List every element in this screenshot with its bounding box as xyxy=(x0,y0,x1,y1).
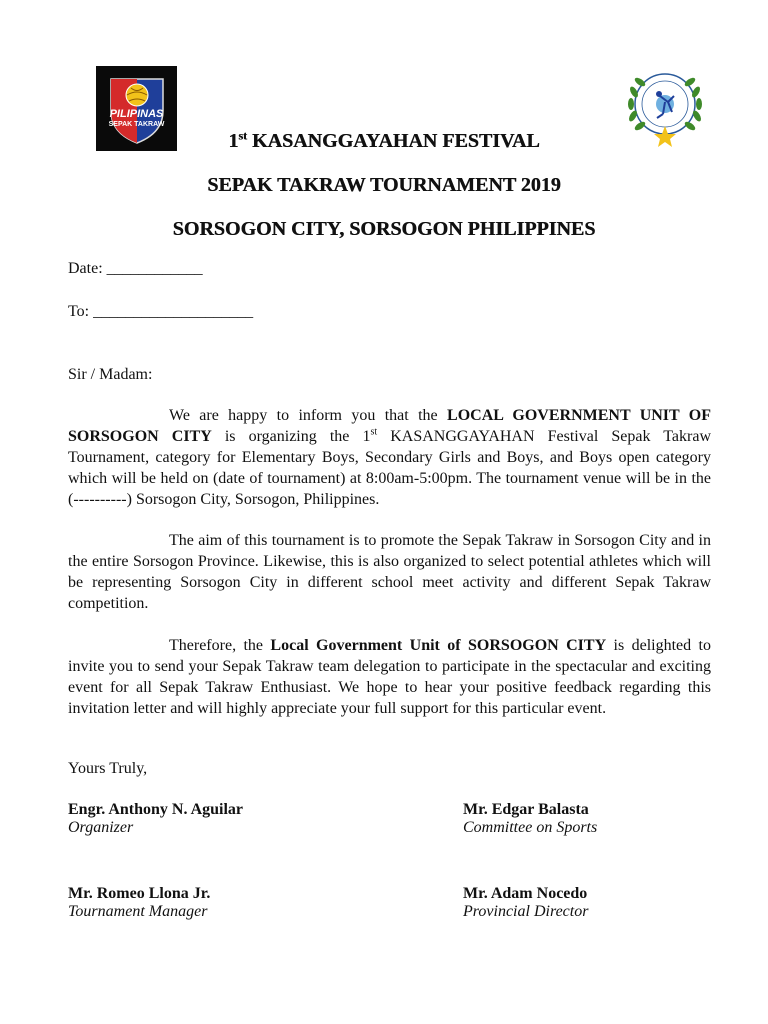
p3-lgu-bold: Local Government Unit of SORSOGON CITY xyxy=(270,637,607,654)
p3-text: is delighted to invite you to send your Sepak Takraw team delegation to participate in the spectacular and exciting event for all Sepak Takraw Enthusiast. We hope to hear your positive feedback regarding this invitation letter and will highly appreciate your full support for this particular event. xyxy=(68,637,711,717)
signatory-name: Engr. Anthony N. Aguilar xyxy=(68,801,244,818)
p1-ordinal-suffix: st xyxy=(370,426,378,438)
signatory-committee-on-sports xyxy=(463,801,597,837)
signatory-role: Organizer xyxy=(68,819,134,836)
salutation: Sir / Madam: xyxy=(68,366,153,383)
p1-intro: We are happy to inform you that the xyxy=(169,407,448,424)
signatory-tournament-manager xyxy=(68,885,210,921)
signatory-organizer xyxy=(68,801,243,837)
signatory-name: Mr. Romeo Llona Jr. xyxy=(68,885,211,902)
signatory-role: Tournament Manager xyxy=(68,903,208,920)
signatory-name: Mr. Adam Nocedo xyxy=(463,885,588,902)
p1-details: KASANGGAYAHAN Festival Sepak Takraw Tournament, category for Elementary Boys, Secondary Girls and Boys, and Boys open category which will be held on (date of tournament) at 8:00am-5:00pm. The tournament venue will be in the (----------) Sorsogon City, Sorsogon, Philippines. xyxy=(68,428,711,508)
logo-text-top: PILIPINAS xyxy=(109,108,164,120)
signatory-role: Provincial Director xyxy=(463,903,589,920)
header-ordinal-suffix: st xyxy=(238,128,247,143)
paragraph-2 xyxy=(68,530,711,614)
date-field: Date: ____________ xyxy=(68,260,203,277)
header-line-3: SORSOGON CITY, SORSOGON PHILIPPINES xyxy=(172,218,596,240)
to-field: To: ____________________ xyxy=(68,303,254,320)
paragraph-1 xyxy=(68,405,711,510)
header-ordinal-number: 1 xyxy=(228,130,239,152)
signatory-name: Mr. Edgar Balasta xyxy=(463,801,589,818)
p3-intro: Therefore, the xyxy=(169,637,271,654)
logo-text-bottom: SEPAK TAKRAW xyxy=(108,121,165,128)
p1-organizing: is organizing the 1 xyxy=(211,428,371,445)
header-line-1 xyxy=(0,130,768,153)
paragraph-3 xyxy=(68,635,711,719)
p2-text: The aim of this tournament is to promote the Sepak Takraw in Sorsogon City and in the entire Sorsogon Province. Likewise, this is also organized to select potential athletes which will be representing Sorsogon City in different school meet activity and different Sepak Takraw competition. xyxy=(68,532,711,612)
header-festival-name: KASANGGAYAHAN FESTIVAL xyxy=(246,130,540,152)
header-line-2: SEPAK TAKRAW TOURNAMENT 2019 xyxy=(207,174,561,196)
signatory-role: Committee on Sports xyxy=(463,819,598,836)
signatory-provincial-director xyxy=(463,885,588,921)
p1-lgu-bold: LOCAL GOVERNMENT UNIT OF SORSOGON CITY xyxy=(68,407,712,445)
closing: Yours Truly, xyxy=(68,760,148,777)
